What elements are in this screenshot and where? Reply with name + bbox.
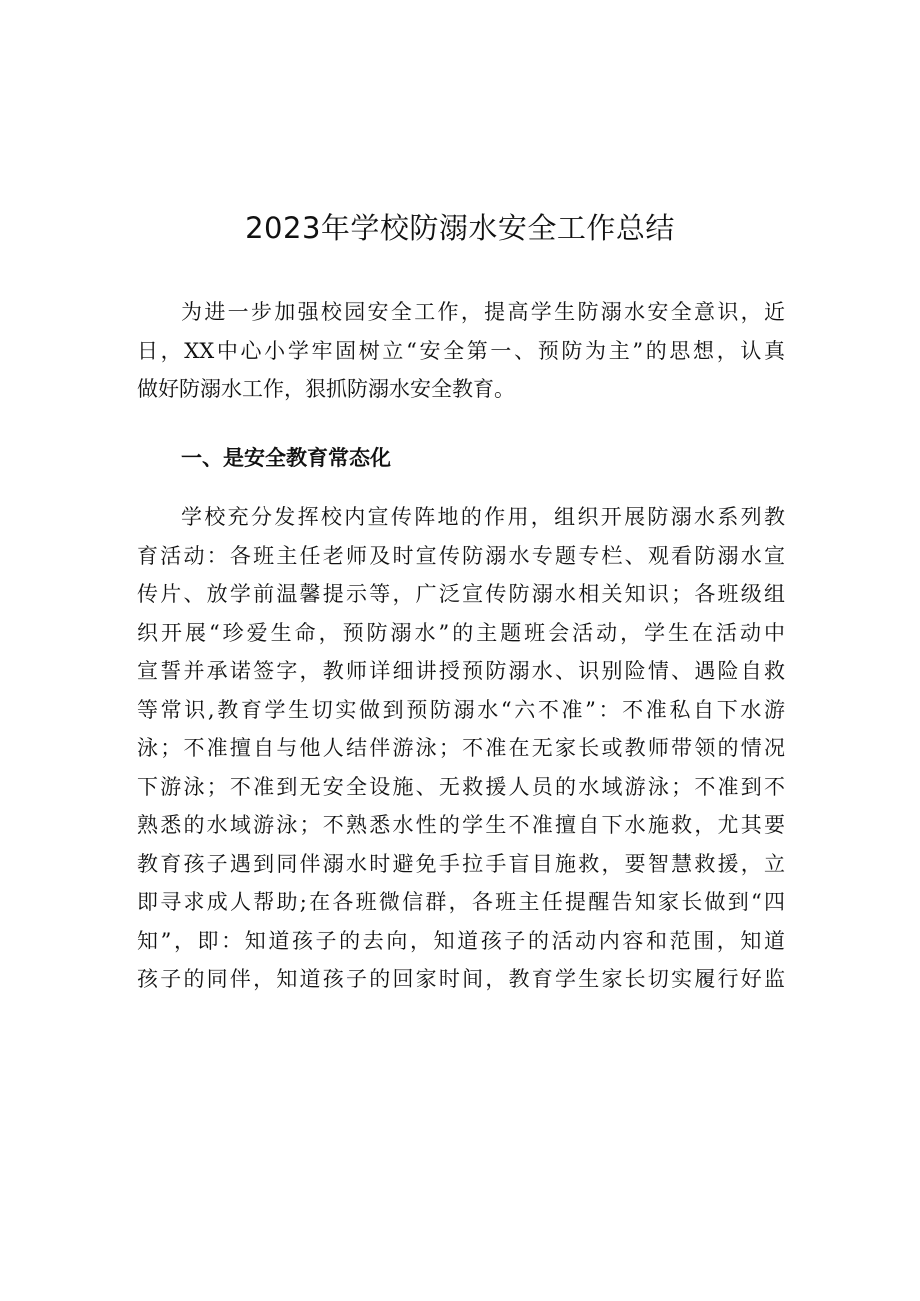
document-title: 2023年学校防溺水安全工作总结 (245, 211, 675, 245)
paragraph-line: 教育孩子遇到同伴溺水时避免手拉手盲目施救，要智慧救援，立 (137, 851, 785, 876)
paragraph-line: 传片、放学前温馨提示等，广泛宣传防溺水相关知识；各班级组 (137, 582, 785, 606)
paragraph-line: 日，XX中心小学牢固树立“安全第一、预防为主”的思想，认真 (137, 338, 785, 363)
paragraph-line: 育活动：各班主任老师及时宣传防溺水专题专栏、观看防溺水宣 (137, 543, 785, 568)
paragraph-intro (137, 293, 785, 409)
paragraph-line: 做好防溺水工作，狠抓防溺水安全教育。 (137, 377, 515, 401)
section-heading: 一、是安全教育常态化 (181, 446, 391, 470)
paragraph-line: 下游泳；不准到无安全设施、无救援人员的水域游泳；不准到不 (137, 774, 785, 799)
paragraph-line: 织开展“珍爱生命，预防溺水”的主题班会活动，学生在活动中 (137, 620, 785, 645)
paragraph-line: 为进一步加强校园安全工作，提高学生防溺水安全意识，近 (181, 300, 785, 324)
paragraph-line: 宣誓并承诺签字，教师详细讲授预防溺水、识别险情、遇险自救 (137, 659, 785, 683)
paragraph-line: 即寻求成人帮助;在各班微信群，各班主任提醒告知家长做到“四 (137, 890, 785, 914)
paragraph-line: 泳；不准擅自与他人结伴游泳；不准在无家长或教师带领的情况 (137, 736, 785, 760)
paragraph-safety-education (137, 498, 785, 999)
paragraph-line: 知”，即：知道孩子的去向，知道孩子的活动内容和范围，知道 (137, 928, 785, 953)
paragraph-line: 等常识,教育学生切实做到预防溺水“六不准”：不准私自下水游 (137, 697, 785, 722)
paragraph-line: 学校充分发挥校内宣传阵地的作用，组织开展防溺水系列教 (181, 505, 785, 529)
paragraph-line: 熟悉的水域游泳；不熟悉水性的学生不准擅自下水施救，尤其要 (137, 813, 785, 837)
paragraph-line: 孩子的同伴，知道孩子的回家时间，教育学生家长切实履行好监 (137, 967, 785, 991)
